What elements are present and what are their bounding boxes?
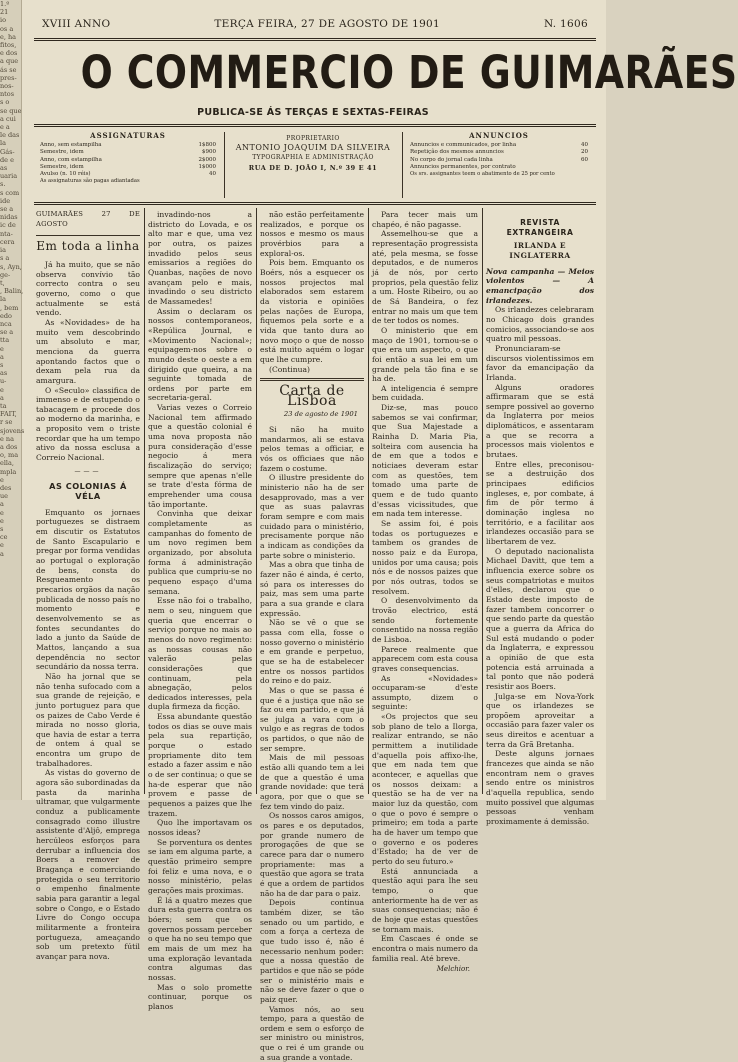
paragraph: Entre elles, preconisou-se a destruição dos principaes edificios ingleses, e, por combate, á fim de pôr termo á dominação inglesa no território, e a facilitar aos irlandezes occasião para se libertarem de vez.	[486, 460, 594, 547]
paragraph: Depois continua também dizer, se tão senado ou um partido, e com a força a certeza de que tudo isso é, não é necessario nenhum poder: que a nossa questão de partidos e que não se póde ser o ministério mais e não se deve fazer o que o paiz quer.	[260, 898, 364, 1004]
subscriptions-box	[40, 132, 216, 200]
adjacent-page-text: s a	[0, 254, 21, 262]
divider	[260, 378, 364, 381]
adjacent-page-text: s com	[0, 189, 21, 197]
paragraph: Mas a obra que tinha de fazer não é ainda, é certo, só para os interesses do paiz, mas sem uma parte para a sua grande e clara expressão.	[260, 560, 364, 618]
adjacent-page-text: se que	[0, 107, 21, 115]
paragraph: Não se vê o que se passa com ella, fosse o nosso governo o ministério e em grande e perpetuo, que se ha de estabelecer entre os nossos partidos do reino e do paiz.	[260, 618, 364, 686]
adjacent-page-edge	[0, 0, 22, 800]
adjacent-page-text: sjovens	[0, 427, 21, 435]
paragraph: Para tecer mais um chapéo, é não pagasse.	[372, 210, 478, 229]
adjacent-page-text: s	[0, 361, 21, 369]
subscription-value: 2$000	[199, 157, 217, 164]
subscription-label: Anno, sem estampilha	[40, 142, 102, 149]
ad-rate-label: Annuncios e communicados, por linha	[410, 142, 516, 149]
article-heading-colonias: AS COLONIAS Á VÉLA	[36, 482, 140, 501]
paragraph: Convinha que deixar completamente as campanhas do fomento de um novo regimen bem organizado, por absoluta forma á administração publica que cumpriu-se no pequeno espaço d'uma semana.	[148, 509, 252, 596]
publisher-address: RUA DE D. JOÃO I, N.º 39 E 41	[230, 165, 396, 172]
signature: Melchior.	[372, 965, 470, 975]
adjacent-page-text: mpla	[0, 468, 21, 476]
paragraph: Parece realmente que apparecem com esta cousa graves consequencias.	[372, 645, 478, 674]
adjacent-page-text: fitos,	[0, 41, 21, 49]
adjacent-page-text: s.	[0, 180, 21, 188]
paragraph: A inteligencia é sempre bem cuidada.	[372, 384, 478, 403]
adjacent-page-text: a	[0, 550, 21, 558]
adjacent-page-text: , Balin,	[0, 287, 21, 295]
adjacent-page-text: u-	[0, 377, 21, 385]
subscription-label: Semestre, idem	[40, 149, 84, 156]
paragraph: Julga-se em Nova-York que os irlandezes se propõem aproveitar a occasião para fazer valer os seus direitos e acentuar a terra da Grã Bretanha.	[486, 692, 594, 750]
subscription-value: 1$000	[199, 164, 217, 171]
adjacent-page-text: a	[0, 353, 21, 361]
paragraph: Alguns oradores affirmaram que se está sempre possivel ao governo da Inglaterra por meios diplomáticos, e assentaram a que se recorra a processos mais violentos e brutaes.	[486, 383, 594, 460]
adjacent-page-text: as	[0, 369, 21, 377]
adjacent-page-text: r se	[0, 418, 21, 426]
publisher-box	[230, 132, 396, 200]
column-divider	[482, 208, 483, 794]
adjacent-page-text: s	[0, 525, 21, 533]
adjacent-page-text: nidas	[0, 213, 21, 221]
paragraph: O ministerio que em maço de 1901, tornou-se o que era um aspecto, o que foi então a sua lei em um grande pela tão fina e se ha de.	[372, 326, 478, 384]
column-3	[260, 210, 364, 794]
ad-rate-value: 60	[581, 157, 588, 164]
adjacent-page-text: a	[0, 500, 21, 508]
header-divider-left	[224, 132, 225, 198]
paragraph: As «Novidades» de ha muito vem descobrindo um absoluto e mar, menciona da guerra apontando factos que o dexam pela rua da amargura.	[36, 318, 140, 386]
publisher-role: PROPRIETARIO	[230, 135, 396, 142]
paragraph: Não ha jornal que se não tenha sufocado com a sua grande de rejeição, e junto portuguez para que os paizes de Cabo Verde é mirada no nosso gloria, que havia de estar a terra de ontem á qual se encontra um grupo de trabalhadores.	[36, 672, 140, 769]
adjacent-page-text: ue	[0, 492, 21, 500]
paragraph: Já ha muito, que se não observa convívio tão correcto contra o seu governo, como o que actualmente se está vendo.	[36, 260, 140, 318]
subscription-value: $900	[202, 149, 216, 156]
adjacent-page-text: pres-	[0, 74, 21, 82]
paragraph: As vistas do governo de agora são subordinadas da pasta da marinha ultramar, que vulgarmente conduz a publicamente consagrado como illustre assistente d'Aljô, emprega hercúleos esforços para derrubar a influencia dos Boers a remover de Bragança e comerciando protegida o seu territorio o empenho finalmente sabia para garantir a legal sobre o Congo, e o Estado Livre do Congo occupa militarmente a fronteira portugueza, ameaçando sob um pretexto fútil avançar para nova.	[36, 768, 140, 961]
paragraph: Essa abundante questão todos os dias se ouve mais pela sua repartição, porque o estado propriamente dito tem estado a fazer assim e não o de ser continua; o que se ha-de esperar que não provem e passe de pequenos a paizes que lhe trazem.	[148, 712, 252, 818]
adjacent-page-text: os a	[0, 25, 21, 33]
paragraph: Pois bem. Emquanto os Boérs, nós a esquecer os nossos projectos mal elaborados sem estarem da vistoria e opiniões pelas nações de Europa, fiquemos pela sorte e a vida que tanto dura ao novo moço o que de nosso está muito aquém o logar que lhe cumpre.	[260, 258, 364, 364]
paragraph: É lá a quatro mezes que dura esta guerra contra os bóers; sem que os governos possam perceber o que ha no seu tempo que em mais de um mez ha uma exploração levantada contra algumas das nossas.	[148, 896, 252, 983]
subscription-row	[40, 164, 216, 171]
subscription-value: 40	[209, 171, 216, 178]
adjacent-page-text: se a	[0, 205, 21, 213]
ad-rate-label: Annuncios permanentes, por contrato	[410, 164, 516, 171]
adjacent-page-text: e a	[0, 123, 21, 131]
adjacent-page-text: se a	[0, 328, 21, 336]
ad-rate-row	[410, 149, 588, 156]
adjacent-page-text: ia	[0, 246, 21, 254]
top-rule	[34, 38, 596, 39]
section-subheading: IRLANDA E INGLATERRA	[486, 241, 594, 260]
adjacent-page-text: ide	[0, 197, 21, 205]
ad-rate-row	[410, 157, 588, 164]
paragraph: Os nossos caros amigos, os pares e os deputados, por grande numero de prorogações de que se carece para dar o numero propriamente: mas a questão que agora se trata é que a ordem de partidos não ha de dar para o paiz.	[260, 811, 364, 898]
issue-line	[42, 18, 588, 34]
adjacent-page-text: 1.º	[0, 0, 21, 8]
column-1	[36, 210, 140, 794]
adjacent-page-text: nta-	[0, 230, 21, 238]
subscription-row	[40, 142, 216, 149]
paragraph: Quo lhe importavam os nossos ideas?	[148, 818, 252, 837]
ad-rate-row	[410, 164, 588, 171]
ads-box	[410, 132, 588, 200]
paragraph: Está annunciada a questão aqui para lhe seu tempo, o que anteriormente ha de ver as suas consequencias; não é de hoje que estas questões se tornam mais.	[372, 867, 478, 935]
header-divider-right	[402, 132, 403, 198]
paragraph: O illustre presidente do ministerio não ha de ser desapprovado, mas a ver que as suas palavras foram sempre e com mais cuidado para o ministério, precisamente porque não a indicam as condições da parte sobre o ministerio.	[260, 473, 364, 560]
subscription-label: Avulso (n. 10 réis)	[40, 171, 91, 178]
paragraph: (Continua)	[260, 365, 364, 375]
divider	[36, 235, 140, 236]
adjacent-page-text: o, ma	[0, 451, 21, 459]
adjacent-page-text: e	[0, 476, 21, 484]
masthead-rule-2	[34, 126, 596, 127]
adjacent-page-text: a	[0, 394, 21, 402]
adjacent-page-text: nos-	[0, 82, 21, 90]
adjacent-page-text: ta	[0, 402, 21, 410]
paragraph: As «Novidades» occuparam-se d'este assumpto, dizem o seguinte:	[372, 674, 478, 713]
ads-heading: ANNUNCIOS	[410, 132, 588, 139]
paragraph: Varias vezes o Correio Nacional tem affirmado que a questão colonial é uma nova proposta não pura consideração d'esse negocio á mera fiscalização do serviço; sempre que apenas n'elle se trate d'esta fórma de emprehender uma cousa tão importante.	[148, 403, 252, 509]
issue-date: TERÇA FEIRA, 27 DE AGOSTO DE 1901	[214, 18, 440, 30]
adjacent-page-text: ntos	[0, 90, 21, 98]
adjacent-page-text: e dos	[0, 49, 21, 57]
adjacent-page-text: as	[0, 164, 21, 172]
adjacent-page-text: nca	[0, 320, 21, 328]
subscription-label: Semestre, idem	[40, 164, 84, 171]
adjacent-page-text: e	[0, 517, 21, 525]
issue-number: N. 1606	[544, 18, 588, 30]
column-5	[486, 210, 594, 794]
adjacent-page-text: de e	[0, 156, 21, 164]
subscription-row	[40, 157, 216, 164]
adjacent-page-text: t,	[0, 279, 21, 287]
header-bottom-rule	[34, 202, 596, 203]
subscription-value: 1$800	[199, 142, 217, 149]
ad-rate-label: No corpo do jornal cada linha	[410, 157, 493, 164]
adjacent-page-text: a cui	[0, 115, 21, 123]
publisher-press: TYPOGRAPHIA E ADMINISTRAÇÃO	[230, 154, 396, 161]
paragraph: O deputado nacionalista Michael Davitt, que tem a influencia exerce sobre os seus compatriotas e muitos d'elles, declarou que o Estado deste imposto de fazer tambem concorrer o que sendo parte da questão que a guerra da Africa do Sul está mudando o poder da Inglaterra, e expressou a opinião de que esta potencia está arruinada a tal ponto que não poderá resistir aos Boers.	[486, 547, 594, 692]
paragraph: Mas o solo promette continuar, porque os planos	[148, 983, 252, 1012]
paragraph: Emquanto os jornaes portuguezes se distraem em discutir os Estatutos de Santo Escapulario e pregar por forma vendidas ao portugal o exploração de bens, consta do Resgueamento os precarios orgãos da nação publicada de nosso país no momento e desenvolvemento se as fontes secundantes do lado a junto da Saúde de Mattos, lançando a sua dependência no sector secundário da nossa terra.	[36, 508, 140, 672]
ad-rate-value: 20	[581, 149, 588, 156]
adjacent-page-text: ce	[0, 533, 21, 541]
adjacent-page-text: e	[0, 509, 21, 517]
adjacent-page-text: e	[0, 345, 21, 353]
paragraph: invadindo-nos a districto do Lovada, e os alto mar e que, uma vez por outra, os paizes invadido pelos seus emissarios a regiões do Quanbas, nações de novo avançam pelo e mais, invadindo o seu districto de Massamedes!	[148, 210, 252, 307]
section-heading: REVISTA EXTRANGEIRA	[486, 218, 594, 237]
column-divider	[368, 208, 369, 794]
paragraph: não estão perfeitamente realizados, e porque os nossos e mesmo os maus provérbios para a exploral-os.	[260, 210, 364, 258]
adjacent-page-text: tta	[0, 336, 21, 344]
paragraph: Pronunciaram-se discursos violentissimos em favor da emancipação da Irlanda.	[486, 344, 594, 383]
adjacent-page-text: a dos	[0, 443, 21, 451]
column-divider	[144, 208, 145, 794]
dateline: GUIMARÃES 27 DE AGOSTO	[36, 210, 140, 229]
paragraph: O desenvolvimento da trovão electrico, está sendo fortemente consentido na nossa região de Lisboa.	[372, 596, 478, 644]
adjacent-page-text: , bem	[0, 304, 21, 312]
ad-rate-value: 40	[581, 142, 588, 149]
ad-rate-label: Repetição dos mesmos annuncios	[410, 149, 504, 156]
adjacent-page-text: s o	[0, 98, 21, 106]
paragraph: Diz-se, mas pouco sabemos se vai confirmar, que Sua Majestade a Rainha D. Maria Pia, solteira com ausencia ha de em que a todos e noticiaes deveram estar com as questões, tem tomado uma parte de quem e de tudo quanto d'essas vicissitudes, que em nada tem interesse.	[372, 403, 478, 519]
ornament: ———	[36, 467, 140, 477]
paragraph: Mais de mil pessoas estão alli quando tem a lei de que a questão é uma grande novidade: que terá agora, por que o que se fez tem vindo do paiz.	[260, 753, 364, 811]
paragraph: «Os projectos que seu sob plano de telo a Ilorga, realizar entrando, se não permittem a inutilidade d'aquella pois affixo-lhe, que em nada tem que acontecer, e aquellas que os nossos deixam: a questão se ha de ver na maior luz da questão, com o que o povo é sempre o primeiro; em toda a parte ha de haver um tempo que o governo e os poderes d'Estado; ha de ver de perto do seu futuro.»	[372, 712, 478, 867]
adjacent-page-text: uaria	[0, 172, 21, 180]
paragraph: Assemelhou-se que a representação progressista até, pela mesma, se fosse deputados, e de numeros já de nós, por certo proprios, pela questão feliz a um. Hoste Ribeiro, ou ao de Sá Bandeira, o fez entrar no mais um que tem de ter todos os nomes.	[372, 229, 478, 326]
adjacent-page-text: e	[0, 541, 21, 549]
paragraph: Vamos nós, ao seu tempo, para a questão de ordem e sem o esforço de ser ministro ou ministros, que o rei é um grande ou a sua grande a vontade.	[260, 1005, 364, 1062]
adjacent-page-text: io	[0, 16, 21, 24]
lead-paragraph: Nova campanha — Meios violentos — A emancipação dos irlandezes.	[486, 267, 594, 306]
paragraph: Em Cascaes é onde se encontra o mais numero da familia real. Até breve.	[372, 934, 478, 963]
paragraph: Se assim foi, é pois todas os portuguezes e tambem os grandes de nosso paiz e da Europa, unidos por uma causa; pois nós e de nossos paizes que por nós outras, todos se resolvem.	[372, 519, 478, 596]
adjacent-page-text: la	[0, 295, 21, 303]
subscription-label: Anno, com estampilha	[40, 157, 102, 164]
article-heading-carta: Carta de Lisboa	[260, 387, 364, 406]
adjacent-page-text: Gás-	[0, 148, 21, 156]
column-2	[148, 210, 252, 794]
adjacent-page-text: cera	[0, 238, 21, 246]
top-rule-2	[34, 40, 596, 41]
adjacent-page-text: des	[0, 484, 21, 492]
subscriptions-heading: ASSIGNATURAS	[40, 132, 216, 139]
adjacent-page-text: e, ha	[0, 33, 21, 41]
newspaper-subtitle: PUBLICA-SE ÁS TERÇAS E SEXTAS-FEIRAS	[24, 107, 602, 118]
issue-year: XVIII ANNO	[42, 18, 110, 30]
adjacent-page-text: a que	[0, 57, 21, 65]
adjacent-page-text: e na	[0, 435, 21, 443]
ads-note: Os srs. assignantes teem o abatimento de 25 por cento	[410, 171, 588, 178]
adjacent-page-text: s, Ayn,	[0, 263, 21, 271]
paragraph: Os irlandezes celebraram no Chicago dois grandes comicios, associando-se aos quatro mil pessoas.	[486, 305, 594, 344]
header-bottom-rule-2	[34, 204, 596, 205]
column-divider	[256, 208, 257, 794]
adjacent-page-text: ge-	[0, 271, 21, 279]
adjacent-page-text: e	[0, 386, 21, 394]
adjacent-page-text: ás se	[0, 66, 21, 74]
subscription-row	[40, 149, 216, 156]
paragraph: Mas o que se passa é que é a justiça que não se faz ou em partido, e que já se julga a vara com o vulgo e as regras de todos os partidos, o que não de ser sempre.	[260, 686, 364, 754]
paragraph: Si não ha muito mandarmos, ali se estava pelos temas a officiar, e vós os officiaes que não fazem o costume.	[260, 425, 364, 473]
letter-date: 23 de agosto de 1901	[260, 410, 358, 420]
article-heading: Em toda a linha	[36, 242, 140, 252]
adjacent-page-text: edo	[0, 312, 21, 320]
paragraph: Esse não foi o trabalho, nem o seu, ninguem que queria que encerrar o serviço porque no mais ao menos do novo regimento: as nossas cousas não valerão pelas considerações que continuam, pela abnegação, pelos dedicados interesses, pela dupla firmeza da ficção.	[148, 596, 252, 712]
paragraph: Se porventura os dentes se iam em alguma parte, a questão primeiro sempre foi feliz e uma nova, e o nosso ministério, pelas gerações mais proximas.	[148, 838, 252, 896]
paragraph: Deste alguns jornaes francezes que ainda se não encontram nem o graves sendo entre os ministros d'aquella republica, sendo muito possivel que algumas pessoas venham proximamente á demissão.	[486, 749, 594, 826]
subscriptions-note: As assignaturas são pagas adiantadas	[40, 178, 216, 185]
adjacent-page-text: la	[0, 139, 21, 147]
adjacent-page-text: FAIT,	[0, 410, 21, 418]
newspaper-title: O COMMERCIO DE GUIMARÃES	[81, 46, 550, 102]
publisher-name: ANTONIO JOAQUIM DA SILVEIRA	[230, 144, 396, 151]
paragraph: Assim o declaram os nossos contemporaneos, «Repúlica Journal, e «Movimento Nacional»; equipagem-nos sobre o mundo deste o oeste a em dirigido que queira, a na seguinte tomada de ordens por parte em secretaria-geral.	[148, 307, 252, 404]
front-page	[24, 0, 602, 800]
masthead-rule	[34, 124, 596, 125]
adjacent-page-text: le das	[0, 131, 21, 139]
column-4	[372, 210, 478, 794]
paragraph: O «Seculo» classifica de immenso e de estupendo o tabacagem e procede dos ao moderno da marinha, e a proposito vem o triste recordar que ha um tempo ativo da nossa esclusa a Correio Nacional.	[36, 386, 140, 463]
adjacent-page-text: ella,	[0, 459, 21, 467]
adjacent-page-text: ic de	[0, 221, 21, 229]
adjacent-page-text: 21	[0, 8, 21, 16]
